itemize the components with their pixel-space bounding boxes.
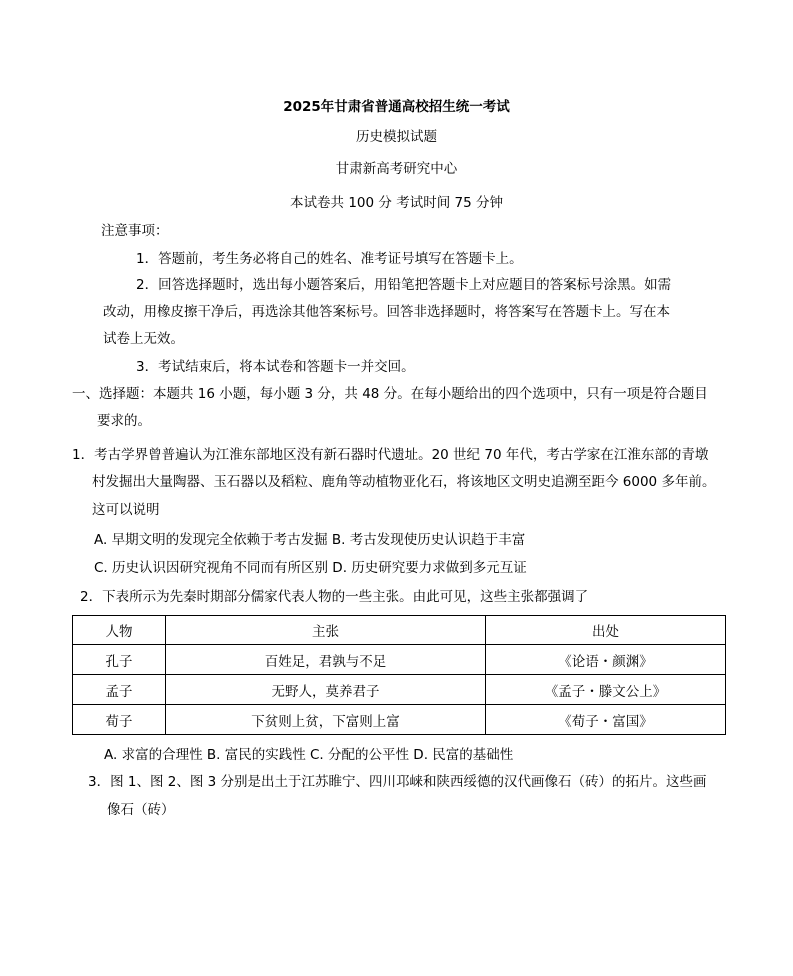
exam-subtitle: 历史模拟试题 <box>356 129 437 145</box>
table-cell: 孟子 <box>73 675 166 705</box>
note-item: 改动，用橡皮擦干净后，再选涂其他答案标号。回答非选择题时，将答案写在答题卡上。写在本 <box>103 304 670 320</box>
table-header-cell: 出处 <box>486 616 726 645</box>
section-heading-cont: 要求的。 <box>97 413 151 429</box>
table-cell: 孔子 <box>73 645 166 675</box>
table-header-cell: 人物 <box>73 616 166 645</box>
exam-title: 2025年甘肃省普通高校招生统一考试 <box>283 99 510 115</box>
question-1-options-ab: A. 早期文明的发现完全依赖于考古发掘 B. 考古发现使历史认识趋于丰富 <box>94 532 526 548</box>
exam-info: 本试卷共 100 分 考试时间 75 分钟 <box>290 195 503 211</box>
note-item: 试卷上无效。 <box>103 331 184 347</box>
question-3-stem: 3．图 1、图 2、图 3 分别是出土于江苏睢宁、四川邛崃和陕西绥德的汉代画像石（砖）的拓片。这些画 <box>88 774 707 790</box>
notes-heading: 注意事项： <box>101 223 169 239</box>
note-item: 3．考试结束后，将本试卷和答题卡一并交回。 <box>136 359 415 375</box>
question-2-table <box>72 615 726 735</box>
note-item: 1．答题前，考生务必将自己的姓名、准考证号填写在答题卡上。 <box>136 251 523 267</box>
note-item: 2．回答选择题时，选出每小题答案后，用铅笔把答题卡上对应题目的答案标号涂黑。如需 <box>136 277 672 293</box>
question-1-stem-cont: 这可以说明 <box>92 502 160 518</box>
table-cell: 《荀子・富国》 <box>486 705 726 735</box>
table-row <box>73 675 726 705</box>
table-cell: 荀子 <box>73 705 166 735</box>
table-cell: 百姓足，君孰与不足 <box>166 645 486 675</box>
table-header-row <box>73 616 726 645</box>
table-row <box>73 645 726 675</box>
exam-org: 甘肃新高考研究中心 <box>335 161 458 177</box>
question-3-stem-cont: 像石（砖） <box>107 802 175 818</box>
question-1-stem-cont: 村发掘出大量陶器、玉石器以及稻粒、鹿角等动植物亚化石，将该地区文明史追溯至距今 6000 多年前。 <box>92 474 716 490</box>
table-cell: 《论语・颜渊》 <box>486 645 726 675</box>
question-1-stem: 1．考古学界曾普遍认为江淮东部地区没有新石器时代遗址。20 世纪 70 年代，考古学家在江淮东部的青墩 <box>72 447 709 463</box>
question-1-options-cd: C. 历史认识因研究视角不同而有所区别 D. 历史研究要力求做到多元互证 <box>94 560 527 576</box>
table-row <box>73 705 726 735</box>
table-cell: 《孟子・滕文公上》 <box>486 675 726 705</box>
section-heading: 一、选择题：本题共 16 小题，每小题 3 分，共 48 分。在每小题给出的四个选项中，只有一项是符合题目 <box>72 386 708 402</box>
table-cell: 无野人，莫养君子 <box>166 675 486 705</box>
question-2-stem: 2．下表所示为先秦时期部分儒家代表人物的一些主张。由此可见，这些主张都强调了 <box>80 589 589 605</box>
question-2-options: A. 求富的合理性 B. 富民的实践性 C. 分配的公平性 D. 民富的基础性 <box>104 747 514 763</box>
table-cell: 下贫则上贫，下富则上富 <box>166 705 486 735</box>
table-header-cell: 主张 <box>166 616 486 645</box>
